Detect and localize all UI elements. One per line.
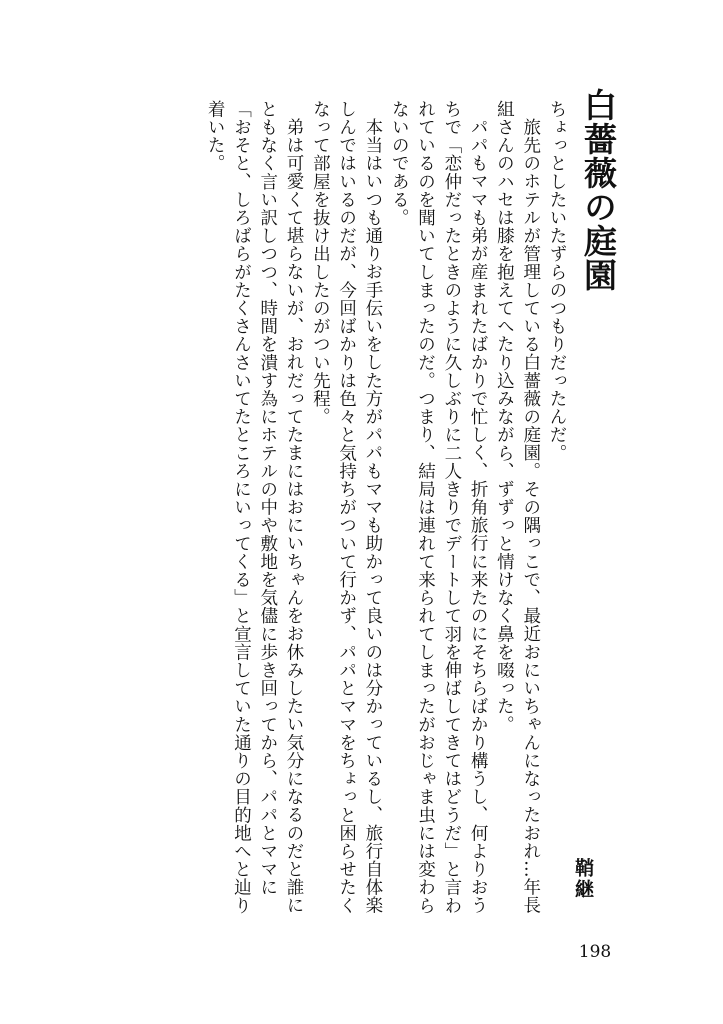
story-body xyxy=(170,100,570,930)
story-title: 白薔薇の庭園 xyxy=(579,88,618,292)
paragraph: 本当はいつも通りお手伝いをした方がパパもママも助かって良いのは分かっているし、旅行自体楽しんではいるのだが、今回ばかりは色々と気持ちがついて行かず、パパとママをちょっと困らせたくなって部屋を抜け出したのがつい先程。 xyxy=(310,100,383,915)
author-name: 鞘継 xyxy=(572,858,594,900)
paragraph: ちょっとしたいたずらのつもりだったんだ。 xyxy=(547,100,567,462)
page-number: 198 xyxy=(578,942,612,962)
paragraph: 旅先のホテルが管理している白薔薇の庭園。その隅っこで、最近おにいちゃんになったおれ…年長組さんのハセは膝を抱えてへたり込みながら、ずずっと情けなく鼻を啜った。 xyxy=(494,100,541,914)
paragraph: パパもママも弟が産まれたばかりで忙しく、折角旅行に来たのにそちらばかり構うし、何よりおうちで「恋仲だったときのように久しぶりに二人きりでデートして羽を伸ばしてきてはどうだ」と言われているのを聞いてしまったのだ。つまり、結局は連れて来られてしまったがおじゃま虫には変わらないのである。 xyxy=(389,100,489,915)
paragraph: 弟は可愛くて堪らないが、おれだってたまにはおにいちゃんをお休みしたい気分になるのだと誰にともなく言い訳しつつ、時間を潰す為にホテルの中や敷地を気儘に歩き回ってから、パパとママに「おそと、しろばらがたくさんさいてたところにいってくる」と宣言していた通りの目的地へと辿り着いた。 xyxy=(205,100,305,915)
